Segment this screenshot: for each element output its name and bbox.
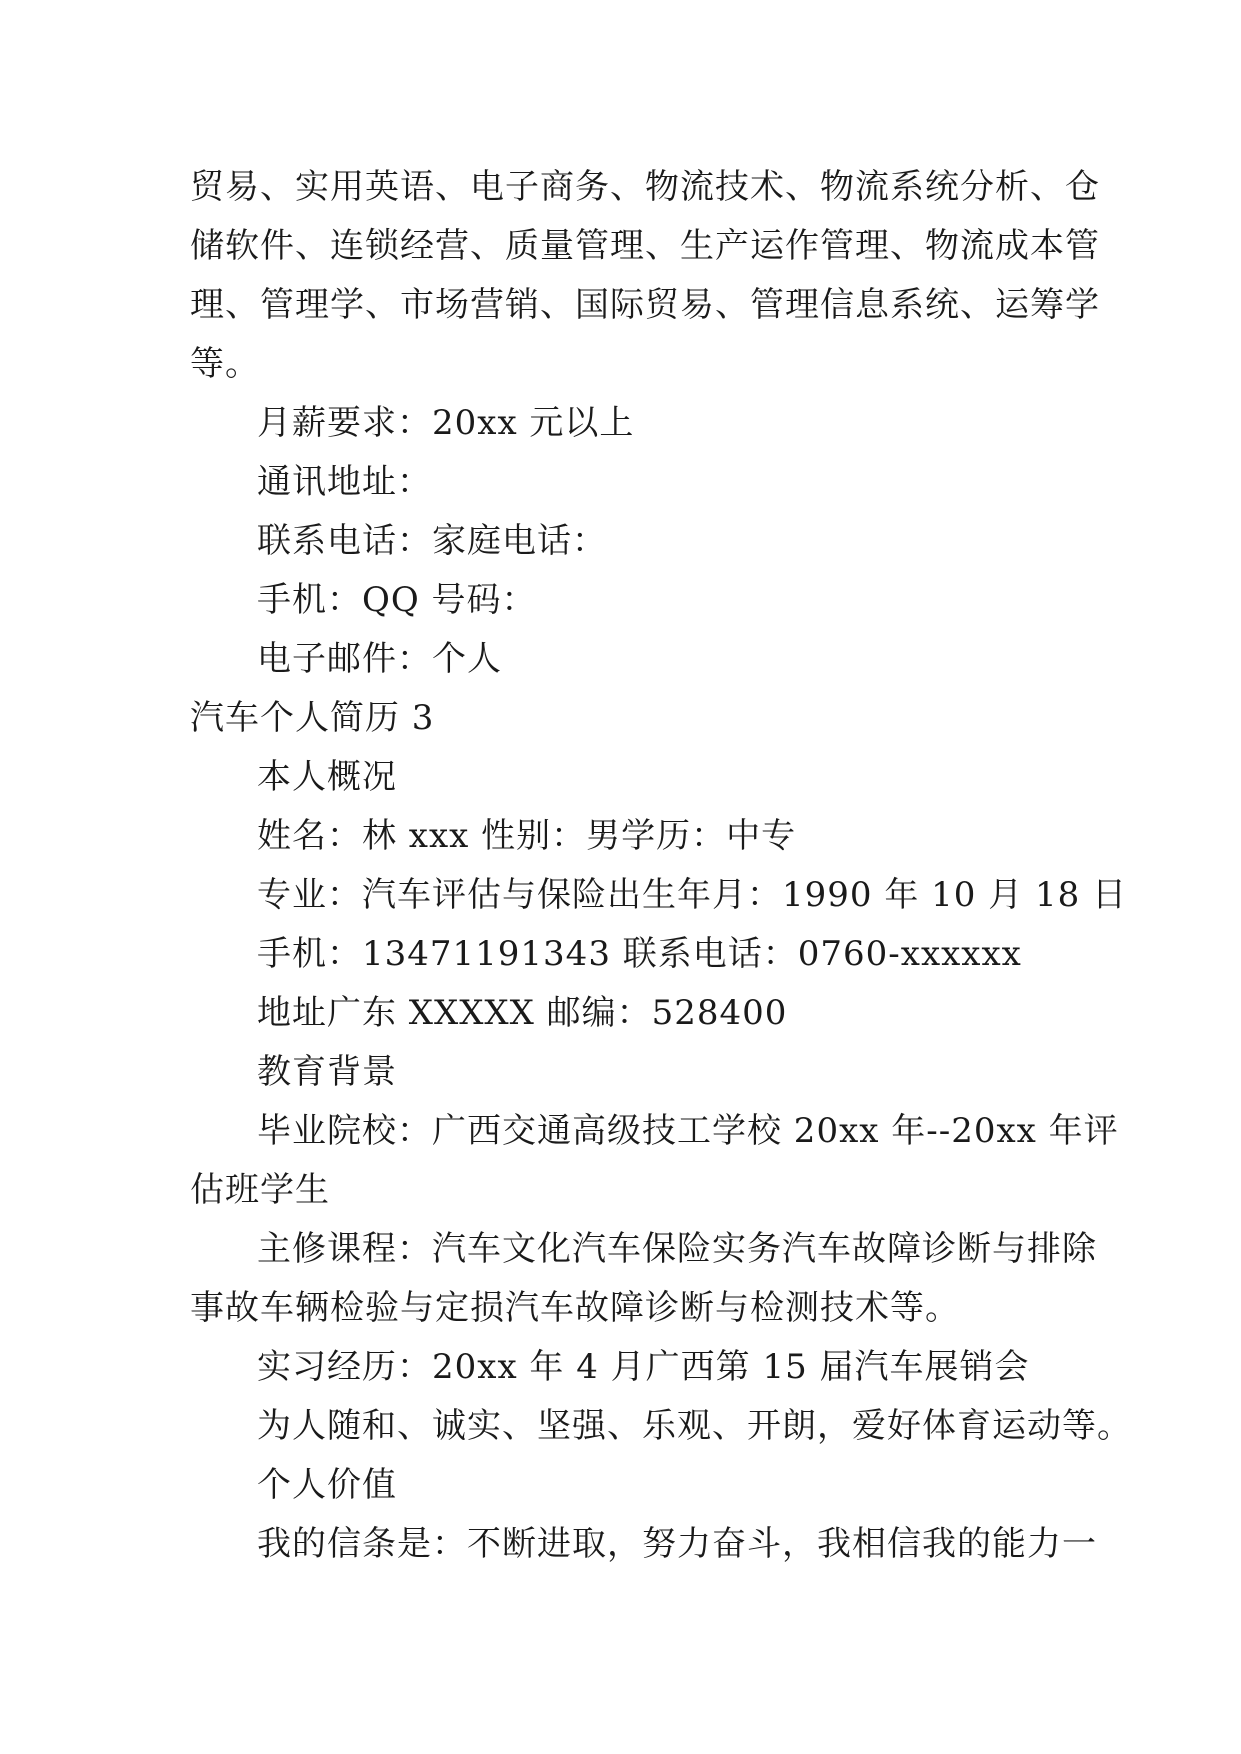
section-heading: 个人价值	[257, 1465, 397, 1505]
internship-line: 实习经历：20xx 年 4 月广西第 15 届汽车展销会	[257, 1347, 1030, 1387]
text-line: 等。	[190, 344, 260, 384]
courses-line: 主修课程：汽车文化汽车保险实务汽车故障诊断与排除	[257, 1229, 1097, 1269]
address-line: 通讯地址：	[257, 462, 432, 502]
phone-line: 联系电话：家庭电话：	[257, 521, 607, 561]
section-heading: 教育背景	[257, 1052, 397, 1092]
text-line: 理、管理学、市场营销、国际贸易、管理信息系统、运筹学	[190, 285, 1100, 325]
name-line: 姓名：林 xxx 性别：男学历：中专	[257, 816, 797, 856]
text-line: 储软件、连锁经营、质量管理、生产运作管理、物流成本管	[190, 226, 1100, 266]
personality-line: 为人随和、诚实、坚强、乐观、开朗，爱好体育运动等。	[257, 1406, 1132, 1446]
salary-line: 月薪要求：20xx 元以上	[257, 403, 635, 443]
mobile-qq-line: 手机：QQ 号码：	[257, 580, 537, 620]
email-line: 电子邮件：个人	[257, 639, 502, 679]
address-postcode-line: 地址广东 XXXXX 邮编：528400	[257, 993, 788, 1033]
text-line: 贸易、实用英语、电子商务、物流技术、物流系统分析、仓	[190, 167, 1100, 207]
section-title: 汽车个人简历 3	[190, 698, 435, 738]
school-line: 毕业院校：广西交通高级技工学校 20xx 年--20xx 年评	[257, 1111, 1119, 1151]
major-line: 专业：汽车评估与保险出生年月：1990 年 10 月 18 日	[257, 875, 1128, 915]
text-line: 事故车辆检验与定损汽车故障诊断与检测技术等。	[190, 1288, 960, 1328]
text-line: 估班学生	[190, 1170, 330, 1210]
belief-line: 我的信条是：不断进取，努力奋斗，我相信我的能力一	[257, 1524, 1097, 1564]
section-heading: 本人概况	[257, 757, 397, 797]
mobile-line: 手机：13471191343 联系电话：0760-xxxxxx	[257, 934, 1022, 974]
document-body	[190, 158, 1132, 1574]
